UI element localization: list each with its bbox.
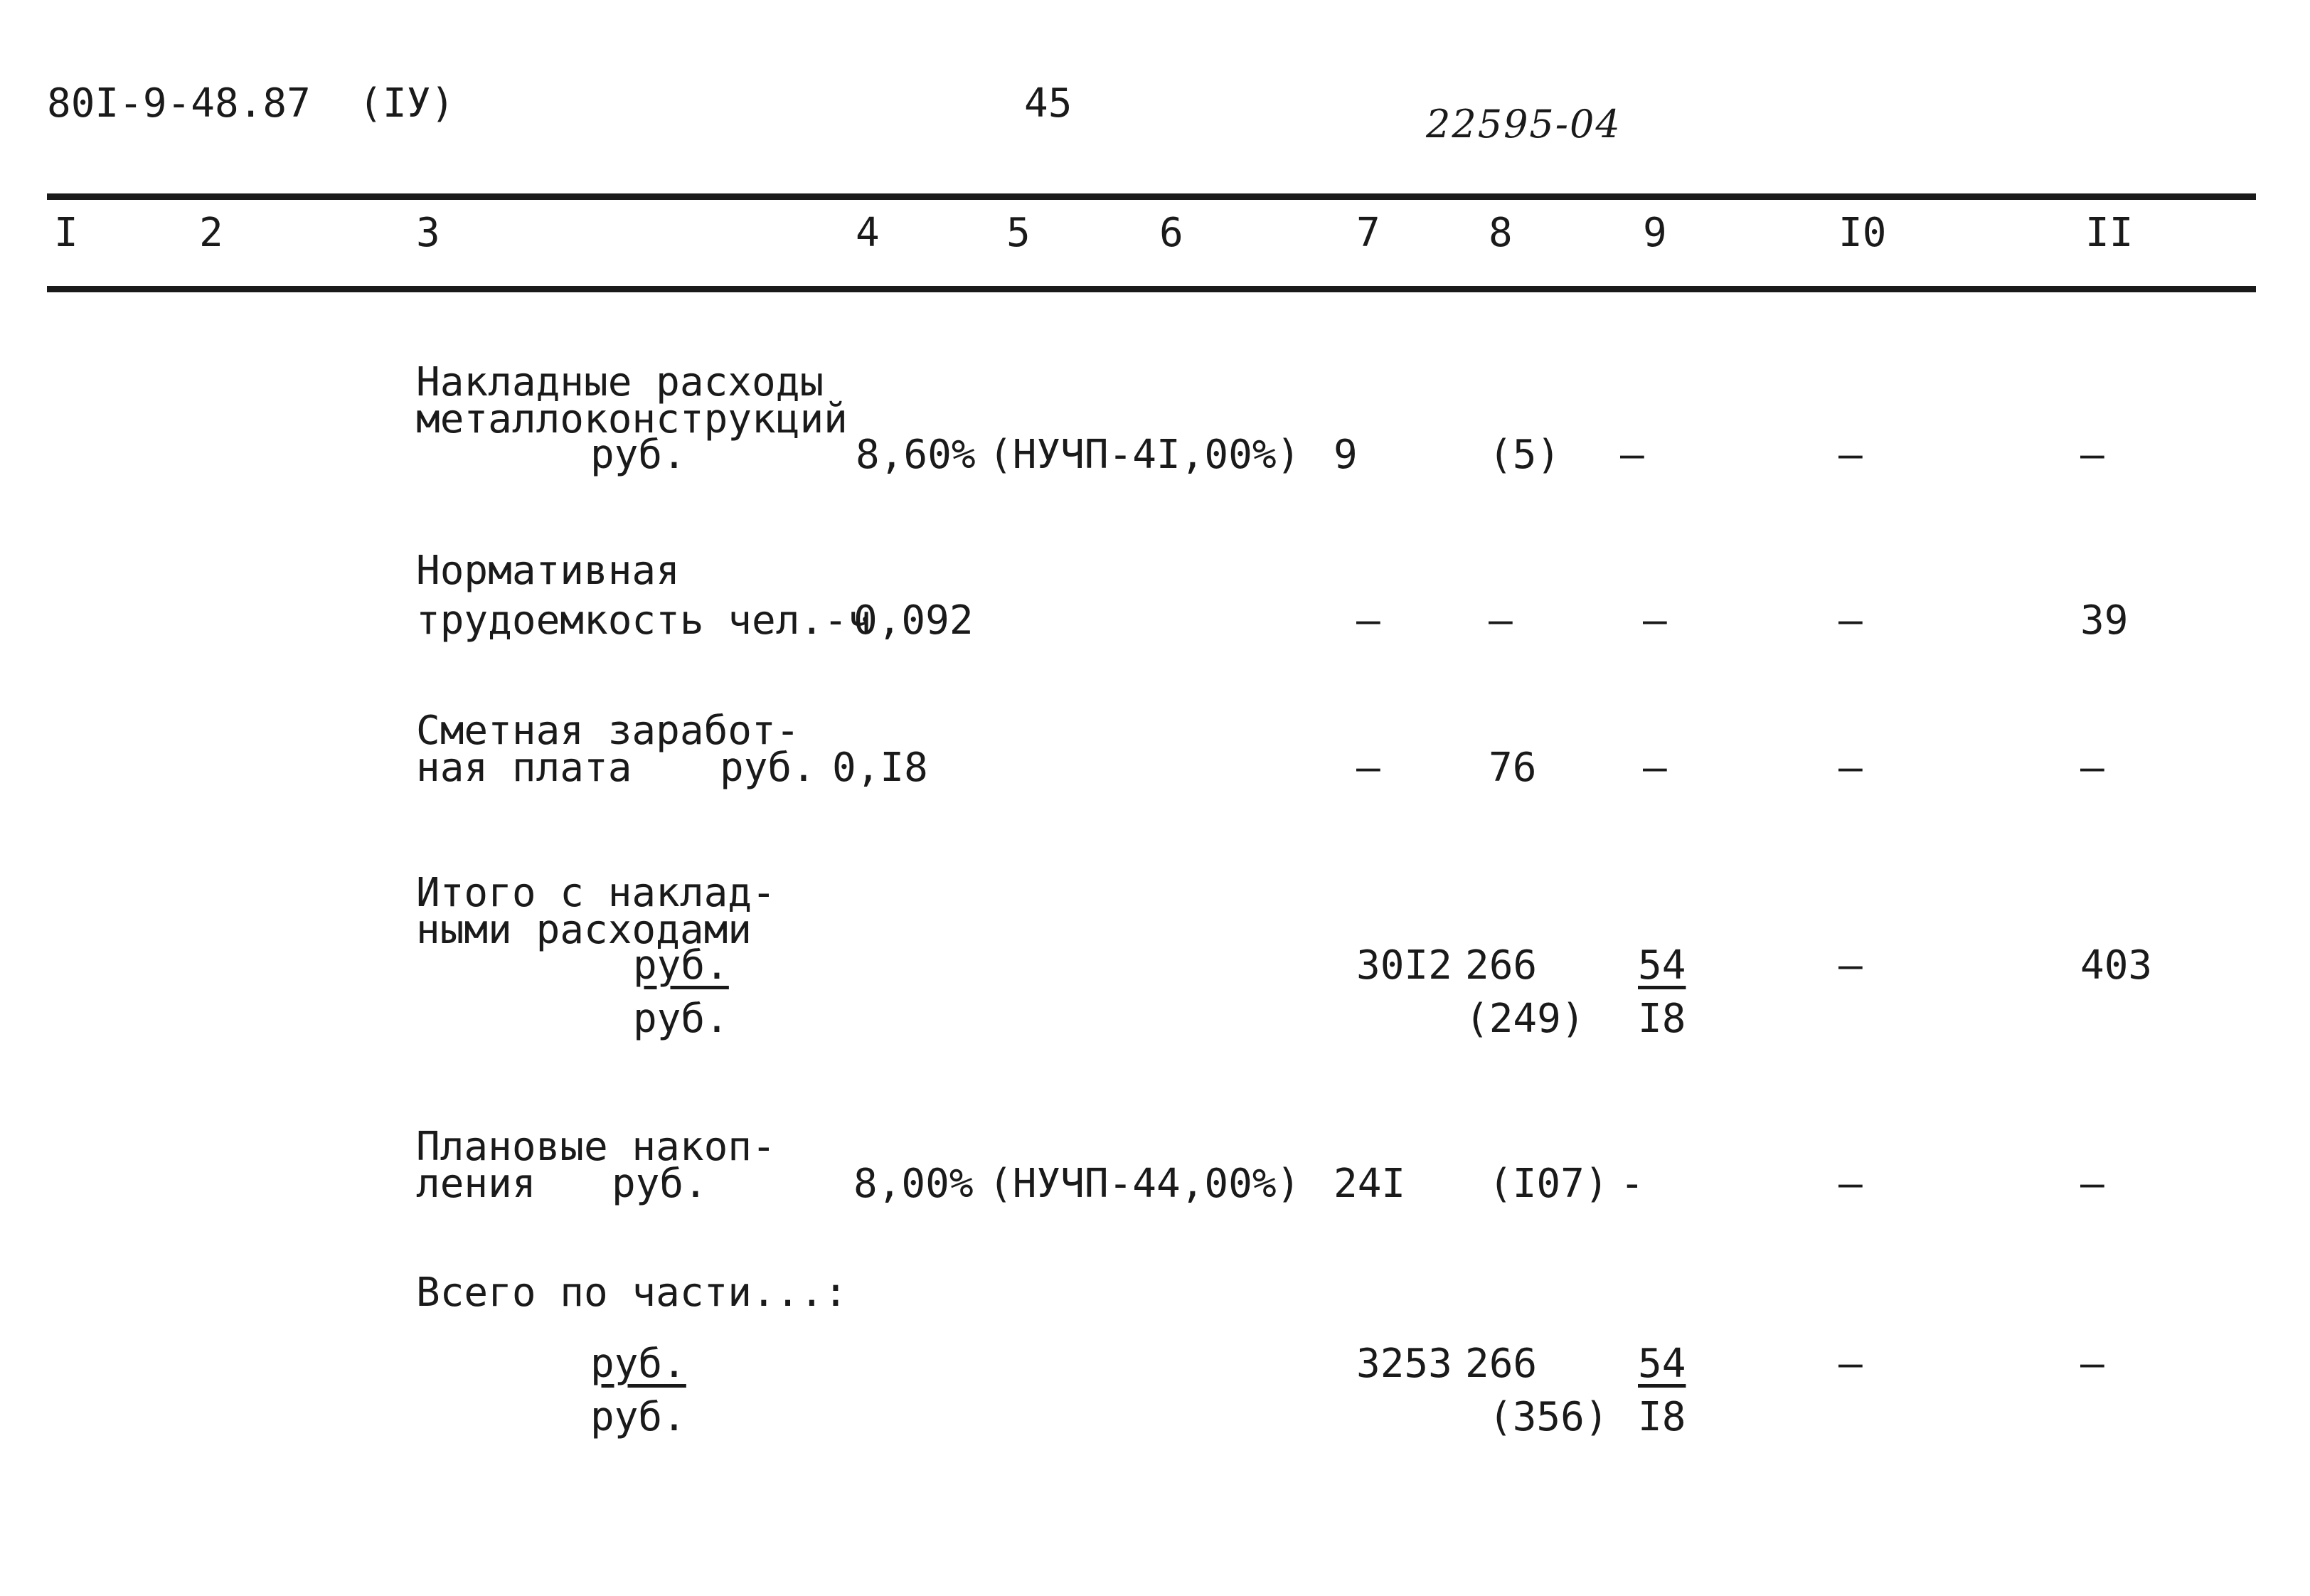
savings-col8: (I07) <box>1489 1161 1609 1207</box>
subtotal-label-line1: Итого с наклад- <box>416 870 776 916</box>
column-header-11: II <box>2085 210 2134 256</box>
total-unit-top: руб. <box>590 1341 686 1387</box>
wages-label-line2: ная плата <box>416 745 632 791</box>
wages-col8: 76 <box>1489 745 1537 791</box>
subtotal-unit-top: руб. <box>633 942 729 989</box>
savings-rate: 8,00% <box>853 1161 974 1207</box>
handwritten-number: 22595-04 <box>1426 102 1622 147</box>
subtotal-label-line2: ными расходами <box>416 907 752 953</box>
overhead-col9: – <box>1620 432 1644 478</box>
subtotal-col10: – <box>1838 942 1863 989</box>
column-header-10: I0 <box>1838 210 1887 256</box>
overhead-col11: – <box>2080 432 2104 478</box>
labor-label-line1: Нормативная <box>416 548 680 594</box>
subtotal-col9-top: 54 <box>1638 942 1686 989</box>
total-col8-top: 266 <box>1465 1341 1538 1387</box>
total-col9-bottom: I8 <box>1638 1394 1686 1440</box>
overhead-col10: – <box>1838 432 1863 478</box>
total-label: Всего по части...: <box>416 1270 848 1316</box>
subtotal-col9-bottom: I8 <box>1638 996 1686 1042</box>
labor-rate: 0,092 <box>853 597 974 644</box>
total-col9-top: 54 <box>1638 1341 1686 1387</box>
subtotal-col7: 30I2 <box>1356 942 1452 989</box>
savings-unit: руб. <box>612 1161 708 1207</box>
document-code: 80I-9-48.87 (IУ) <box>47 80 455 127</box>
overhead-note: (НУЧП-4I,00%) <box>989 432 1301 478</box>
labor-col7: – <box>1356 597 1380 644</box>
wages-col7: – <box>1356 745 1380 791</box>
labor-col11: 39 <box>2080 597 2129 644</box>
labor-label-line2: трудоемкость чел.-ч <box>416 597 872 644</box>
savings-note: (НУЧП-44,00%) <box>989 1161 1301 1207</box>
overhead-label-line2: металлоконструкций <box>416 396 848 442</box>
savings-col9: - <box>1620 1161 1644 1207</box>
overhead-label-line1: Накладные расходы <box>416 359 824 405</box>
savings-label-line1: Плановые накоп- <box>416 1124 776 1170</box>
total-col11: – <box>2080 1341 2104 1387</box>
column-header-5: 5 <box>1006 210 1031 256</box>
column-header-7: 7 <box>1356 210 1380 256</box>
overhead-unit: руб. <box>590 432 686 478</box>
column-header-6: 6 <box>1159 210 1183 256</box>
column-header-2: 2 <box>199 210 223 256</box>
savings-label-line2: ления <box>416 1161 536 1207</box>
overhead-rate: 8,60% <box>856 432 976 478</box>
overhead-col8: (5) <box>1489 432 1561 478</box>
wages-col9: – <box>1643 745 1667 791</box>
column-header-9: 9 <box>1643 210 1667 256</box>
wages-col11: – <box>2080 745 2104 791</box>
page-number: 45 <box>1024 80 1072 127</box>
labor-col9: – <box>1643 597 1667 644</box>
wages-unit: руб. <box>720 745 816 791</box>
top-rule <box>47 193 2256 200</box>
wages-rate: 0,I8 <box>832 745 928 791</box>
subtotal-unit-bottom: руб. <box>633 996 729 1042</box>
labor-col8: – <box>1489 597 1513 644</box>
column-header-1: I <box>54 210 78 256</box>
column-header-3: 3 <box>416 210 440 256</box>
savings-col7: 24I <box>1334 1161 1406 1207</box>
wages-col10: – <box>1838 745 1863 791</box>
column-header-8: 8 <box>1489 210 1513 256</box>
subtotal-col11: 403 <box>2080 942 2153 989</box>
labor-col10: – <box>1838 597 1863 644</box>
total-col7: 3253 <box>1356 1341 1452 1387</box>
total-col8-bottom: (356) <box>1489 1394 1609 1440</box>
column-header-4: 4 <box>856 210 880 256</box>
bottom-rule <box>47 286 2256 292</box>
subtotal-col8-top: 266 <box>1465 942 1538 989</box>
savings-col10: – <box>1838 1161 1863 1207</box>
wages-label-line1: Сметная заработ- <box>416 708 800 754</box>
total-unit-bottom: руб. <box>590 1394 686 1440</box>
overhead-col7: 9 <box>1334 432 1358 478</box>
savings-col11: – <box>2080 1161 2104 1207</box>
subtotal-col8-bottom: (249) <box>1465 996 1585 1042</box>
total-col10: – <box>1838 1341 1863 1387</box>
